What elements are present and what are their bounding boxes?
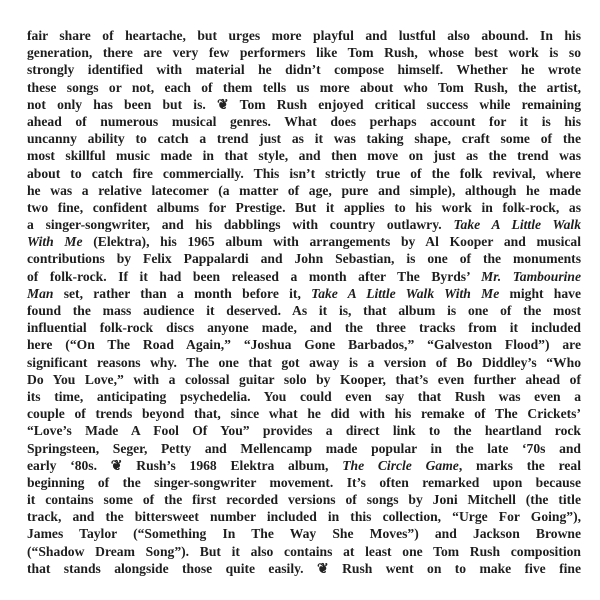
text-segment: of folk-rock. If it had been released a month after The Byrds’ [27, 268, 482, 284]
italic-title: Man [27, 285, 54, 301]
text-segment: “Love’s Made A Fool Of You” provides a direct link to the heartland rock [27, 423, 581, 439]
text-line [27, 147, 581, 164]
ornament-icon: ❦ [110, 458, 123, 474]
text-line [27, 371, 581, 388]
text-line [27, 27, 581, 44]
ornament-icon: ❦ [316, 561, 329, 577]
liner-notes-text [27, 27, 581, 577]
text-segment: contributions by Felix Pappalardi and John Sebastian, is one of the monuments [27, 251, 581, 267]
text-segment: a singer-songwriter, and his dabblings with country outlawry. [27, 217, 454, 233]
text-segment: track, and the bittersweet number included in this collection, “Urge For Going”), [27, 509, 581, 525]
ornament-icon: ❦ [216, 97, 229, 113]
text-segment: Tom Rush enjoyed critical success while remaining [228, 96, 581, 112]
text-segment: he was a relative latecomer (a matter of age, pure and simple), although he made [27, 182, 581, 198]
text-segment: early ‘80s. [27, 457, 111, 473]
text-line [27, 319, 581, 336]
text-segment: here (“On The Road Again,” “Joshua Gone Barbados,” “Galveston Flood”) are [27, 337, 581, 353]
text-line [27, 113, 581, 130]
text-segment: two fine, confident albums for Prestige. But it applies to his work in folk-rock, as [27, 199, 581, 215]
text-segment: Do You Love,” with a colossal guitar solo by Kooper, that’s even further ahead of [27, 371, 581, 387]
text-line [27, 543, 581, 560]
text-line [27, 354, 581, 371]
text-segment: Rush’s 1968 Elektra album, [122, 457, 343, 473]
text-segment: Rush went on to make five fine [328, 560, 582, 576]
text-line [27, 457, 581, 474]
text-segment: most skillful music made in that style, and then move on just as the trend was [27, 148, 581, 164]
text-line [27, 96, 581, 113]
italic-title: Take A Little Walk With Me [311, 285, 500, 301]
text-segment: (Elektra), his 1965 album with arrangements by Al Kooper and musical [82, 234, 582, 250]
text-segment: its time, anticipating psychedelia. You could even say that Rush was even a [27, 388, 581, 404]
text-line [27, 199, 581, 216]
text-line [27, 336, 581, 353]
italic-title: With Me [27, 234, 83, 250]
text-line [27, 250, 581, 267]
italic-title: The Circle Game [342, 457, 459, 473]
text-line [27, 130, 581, 147]
text-line [27, 440, 581, 457]
text-segment: significant reasons why. The one that got away is a version of Bo Diddley’s “Who [27, 354, 581, 370]
text-segment: that stands alongside those quite easily. [27, 560, 317, 576]
text-segment: ahead of numerous musical genres. What does perhaps account for it is his [27, 113, 581, 129]
text-line [27, 508, 581, 525]
text-segment: set, rather than a month before it, [53, 285, 312, 301]
text-line [27, 422, 581, 439]
text-segment: not only has been but is. [27, 96, 217, 112]
text-segment: it contains some of the first recorded versions of songs by Joni Mitchell (the title [27, 492, 581, 508]
text-segment: generation, there are very few performers like Tom Rush, whose best work is so [27, 45, 581, 61]
text-segment: beginning of the singer-songwriter movement. It’s often remarked upon because [27, 474, 581, 490]
text-segment: Springsteen, Seger, Petty and Mellencamp made popular in the late ‘70s and [27, 440, 581, 456]
italic-title: Take A Little Walk [453, 217, 581, 233]
text-line [27, 525, 581, 542]
text-line [27, 44, 581, 61]
text-segment: uncanny ability to catch a trend just as it was taking shape, craft some of the [27, 131, 581, 147]
text-segment: influential folk-rock discs anyone made, and the three tracks from it included [27, 320, 581, 336]
text-segment: , marks the real [458, 457, 581, 473]
text-line [27, 216, 581, 233]
italic-title: Mr. Tambourine [481, 268, 581, 284]
text-line [27, 165, 581, 182]
text-line [27, 61, 581, 78]
text-line [27, 79, 581, 96]
text-segment: found the mass audience it deserved. As it is, that album is one of the most [27, 303, 581, 318]
text-segment: about to catch fire commercially. This isn’t strictly true of the folk revival, where [27, 165, 581, 181]
text-line [27, 302, 581, 319]
text-segment: fair share of heartache, but urges more playful and lustful also abound. In his [27, 28, 581, 43]
text-line [27, 268, 581, 285]
text-line [27, 233, 581, 250]
text-segment: couple of trends beyond that, since what he did with his remake of The Crickets’ [27, 406, 581, 422]
text-line [27, 560, 581, 577]
text-segment: these songs or not, each of them tells us more about who Tom Rush, the artist, [27, 79, 581, 95]
text-segment: (“Shadow Dream Song”). But it also contains at least one Tom Rush composition [27, 543, 581, 559]
text-line [27, 285, 581, 302]
text-line [27, 405, 581, 422]
text-line [27, 491, 581, 508]
text-segment: James Taylor (“Something In The Way She Moves”) and Jackson Browne [27, 526, 581, 542]
text-line [27, 388, 581, 405]
text-segment: strongly identified with material he didn’t compose himself. Whether he wrote [27, 62, 581, 78]
text-line [27, 182, 581, 199]
text-segment: might have [499, 285, 581, 301]
text-line [27, 474, 581, 491]
